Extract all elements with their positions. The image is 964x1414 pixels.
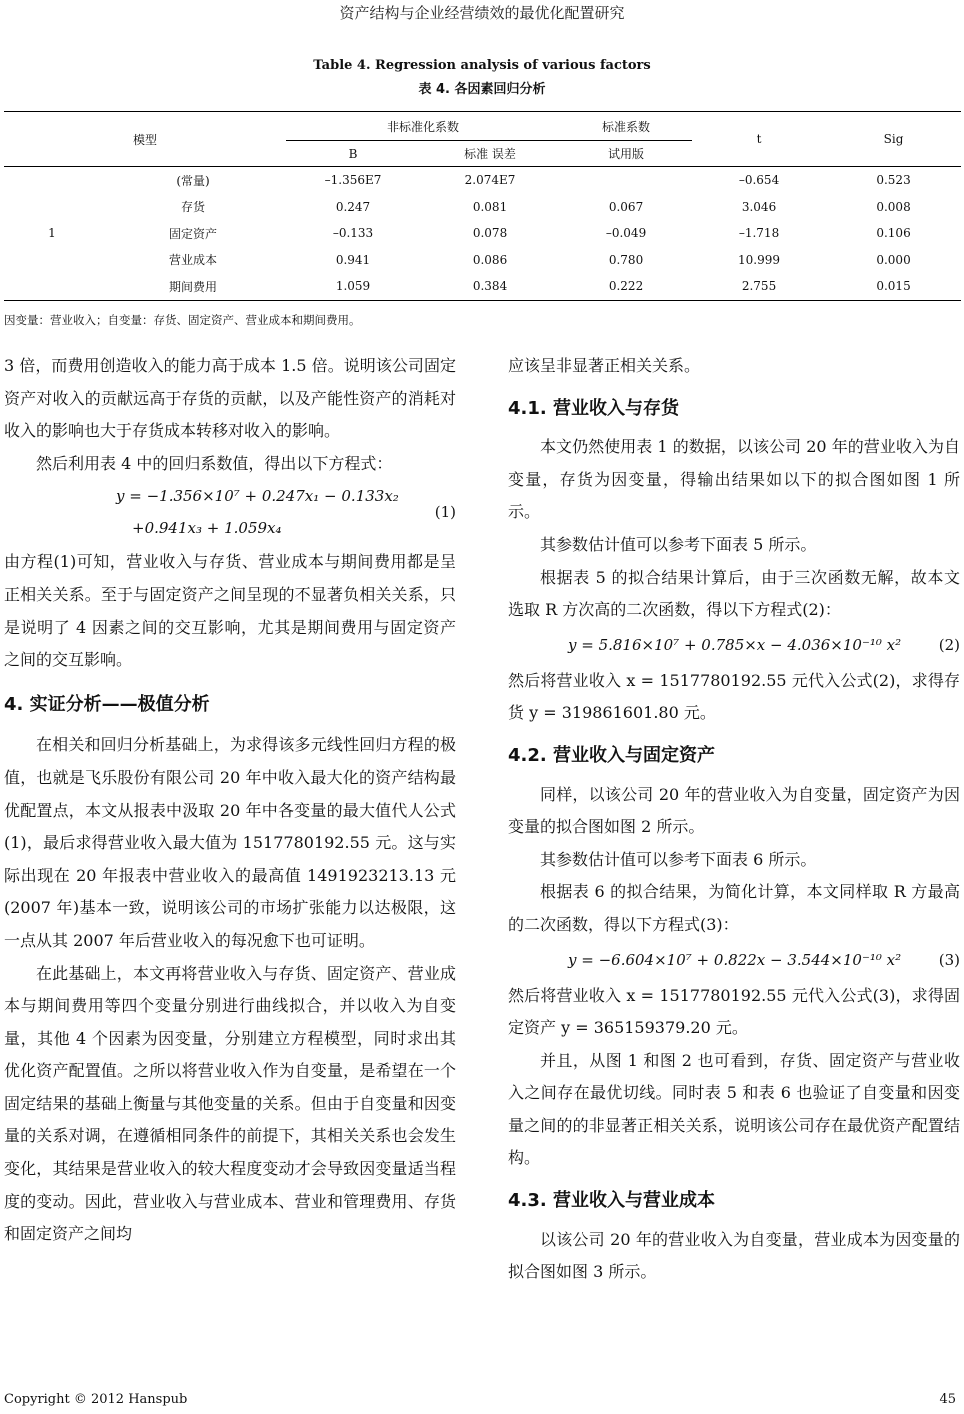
paragraph: 并且，从图 1 和图 2 也可看到，存货、固定资产与营业收入之间存在最优切线。同时表 5 和表 6 也验证了自变量和因变量之间的的非显著正相关关系，说明该公司存在最优资产配置结构。	[508, 1050, 960, 1168]
cell-b: –1.356E7	[324, 173, 382, 188]
cell-se: 0.078	[472, 226, 508, 241]
row-name: 存货	[181, 200, 206, 215]
right-column	[508, 350, 960, 1289]
paragraph: 根据表 6 的拟合结果，为简化计算，本文同样取 R 方最高的二次函数，得以下方程式(3)：	[508, 882, 960, 934]
paragraph: 3 倍，而费用创造收入的能力高于成本 1.5 倍。说明该公司固定资产对收入的贡献远高于存货的贡献，以及产能性资产的消耗对收入的影响也大于存货成本转移对收入的影响。	[4, 356, 456, 441]
cell-t: 10.999	[738, 252, 781, 267]
header-unstandardized: 非标准化系数	[286, 112, 560, 141]
cell-b: 0.941	[335, 252, 371, 267]
cell-beta	[560, 167, 692, 194]
paragraph: 根据表 5 的拟合结果计算后，由于三次函数无解，故本文选取 R 方次高的二次函数，得以下方程式(2)：	[508, 567, 960, 620]
table-row	[4, 167, 961, 194]
cell-sig: 0.008	[876, 199, 911, 214]
cell-t: 3.046	[741, 199, 777, 214]
paragraph: 同样，以该公司 20 年的营业收入为自变量，固定资产为因变量的拟合图如图 2 所示。	[508, 784, 960, 837]
cell-t: –1.718	[738, 226, 780, 241]
equation-2-number: (2)	[938, 635, 960, 654]
header-sig: Sig	[826, 112, 961, 167]
equation-1-line-2: +0.941x₃ + 1.059x₄	[132, 519, 282, 538]
row-name: (常量)	[176, 173, 210, 188]
equation-1	[4, 480, 456, 546]
subheader-trial: 试用版	[560, 141, 692, 167]
cell-se: 2.074E7	[464, 173, 516, 188]
paragraph: 以该公司 20 年的营业收入为自变量，营业成本为因变量的拟合图如图 3 所示。	[508, 1229, 960, 1282]
running-header: 资产结构与企业经营绩效的最优化配置研究	[339, 4, 625, 22]
cell-beta: 0.067	[608, 199, 644, 214]
equation-3	[508, 942, 960, 980]
equation-2	[508, 627, 960, 665]
header-model: 模型	[4, 112, 286, 167]
cell-se: 0.081	[472, 199, 508, 214]
cell-beta: 0.780	[608, 252, 644, 267]
table-row	[4, 247, 961, 274]
row-name: 固定资产	[169, 226, 218, 241]
cell-beta: –0.049	[605, 226, 647, 241]
cell-beta: 0.222	[560, 273, 692, 300]
equation-1-line-1: y = −1.356×10⁷ + 0.247x₁ − 0.133x₂	[116, 487, 399, 506]
paragraph: 在相关和回归分析基础上，为求得该多元线性回归方程的极值，也就是飞乐股份有限公司 20 年中收入最大化的资产结构最优配置点，本文从报表中汲取 20 年中各变量的最大值代人公式(1)，最后求得营业收入最大值为 1517780192.55 元。这与实际出现在 20 年报表中营业收入的最高值 1491923213.13 元(2007 年)基本一致，说明该公司的市场扩张能力以达极限，这一点从其 2007 年后营业收入的每况愈下也可证明。	[4, 735, 456, 950]
header-t: t	[692, 112, 826, 167]
table-row	[4, 220, 961, 247]
cell-sig: 0.015	[826, 273, 961, 300]
paragraph: 其参数估计值可以参考下面表 6 所示。	[540, 849, 817, 869]
table-caption-en: Table 4. Regression analysis of various factors	[313, 58, 651, 73]
copyright: Copyright © 2012 Hanspub	[4, 1392, 188, 1407]
table-row	[4, 273, 961, 300]
cell-se: 0.384	[420, 273, 560, 300]
section-heading-4-1: 4.1. 营业收入与存货	[508, 397, 679, 419]
section-heading-4-3: 4.3. 营业收入与营业成本	[508, 1190, 715, 1212]
equation-2-line: y = 5.816×10⁷ + 0.785×x − 4.036×10⁻¹⁰ x²	[568, 635, 902, 654]
page-number: 45	[939, 1392, 956, 1407]
cell-sig: 0.106	[876, 226, 911, 241]
table-note: 因变量：营业收入；自变量：存货、固定资产、营业成本和期间费用。	[4, 313, 361, 327]
paragraph: 然后将营业收入 x = 1517780192.55 元代入公式(2)，求得存货 y = 319861601.80 元。	[508, 670, 960, 723]
paragraph: 应该呈非显著正相关关系。	[508, 356, 701, 375]
regression-table	[4, 111, 961, 301]
header-standardized: 标准系数	[560, 112, 692, 141]
cell-sig: 0.523	[876, 173, 911, 188]
equation-1-number: (1)	[434, 503, 456, 522]
cell-sig: 0.000	[876, 252, 911, 267]
subheader-se: 标准 误差	[420, 141, 560, 167]
table-row	[4, 194, 961, 221]
paragraph: 在此基础上，本文再将营业收入与存货、固定资产、营业成本与期间费用等四个变量分别进行曲线拟合，并以收入为自变量，其他 4 个因素为因变量，分别建立方程模型，同时求出其优化资产配置值。之所以将营业收入作为自变量，是希望在一个固定结果的基础上衡量与其他变量的关系。但由于自变量和因变量的关系对调，在遵循相同条件的前提下，其相关关系也会发生变化，其结果是营业收入的较大程度变动才会导致因变量适当程度的变动。因此，营业收入与营业成本、营业和管理费用、存货和固定资产之间均	[4, 963, 456, 1244]
section-heading-4-2: 4.2. 营业收入与固定资产	[508, 744, 715, 766]
subheader-b: B	[286, 141, 420, 167]
cell-b: 1.059	[286, 273, 420, 300]
left-column	[4, 350, 456, 1251]
cell-b: 0.247	[335, 199, 371, 214]
paragraph: 本文仍然使用表 1 的数据，以该公司 20 年的营业收入为自变量，存货为因变量，得输出结果如以下的拟合图如图 1 所示。	[508, 437, 960, 522]
paragraph: 由方程(1)可知，营业收入与存货、营业成本与期间费用都是呈正相关关系。至于与固定资产之间呈现的不显著负相关关系，只是说明了 4 因素之间的交互影响，尤其是期间费用与固定资产之间的交互影响。	[4, 552, 456, 670]
cell-se: 0.086	[472, 252, 508, 267]
model-number: 1	[4, 167, 100, 301]
row-name: 期间费用	[100, 273, 286, 300]
table-caption-zh: 表 4. 各因素回归分析	[418, 82, 546, 97]
paragraph: 其参数估计值可以参考下面表 5 所示。	[540, 534, 817, 554]
cell-b: –0.133	[332, 226, 374, 241]
equation-3-number: (3)	[938, 950, 960, 969]
equation-3-line: y = −6.604×10⁷ + 0.822x − 3.544×10⁻¹⁰ x²	[568, 950, 902, 969]
row-name: 营业成本	[169, 253, 218, 268]
cell-t: –0.654	[738, 173, 780, 188]
paragraph: 然后利用表 4 中的回归系数值，得出以下方程式：	[36, 453, 393, 473]
cell-t: 2.755	[692, 273, 826, 300]
section-heading-4: 4. 实证分析——极值分析	[4, 693, 210, 715]
paragraph: 然后将营业收入 x = 1517780192.55 元代入公式(3)，求得固定资产 y = 365159379.20 元。	[508, 985, 960, 1038]
